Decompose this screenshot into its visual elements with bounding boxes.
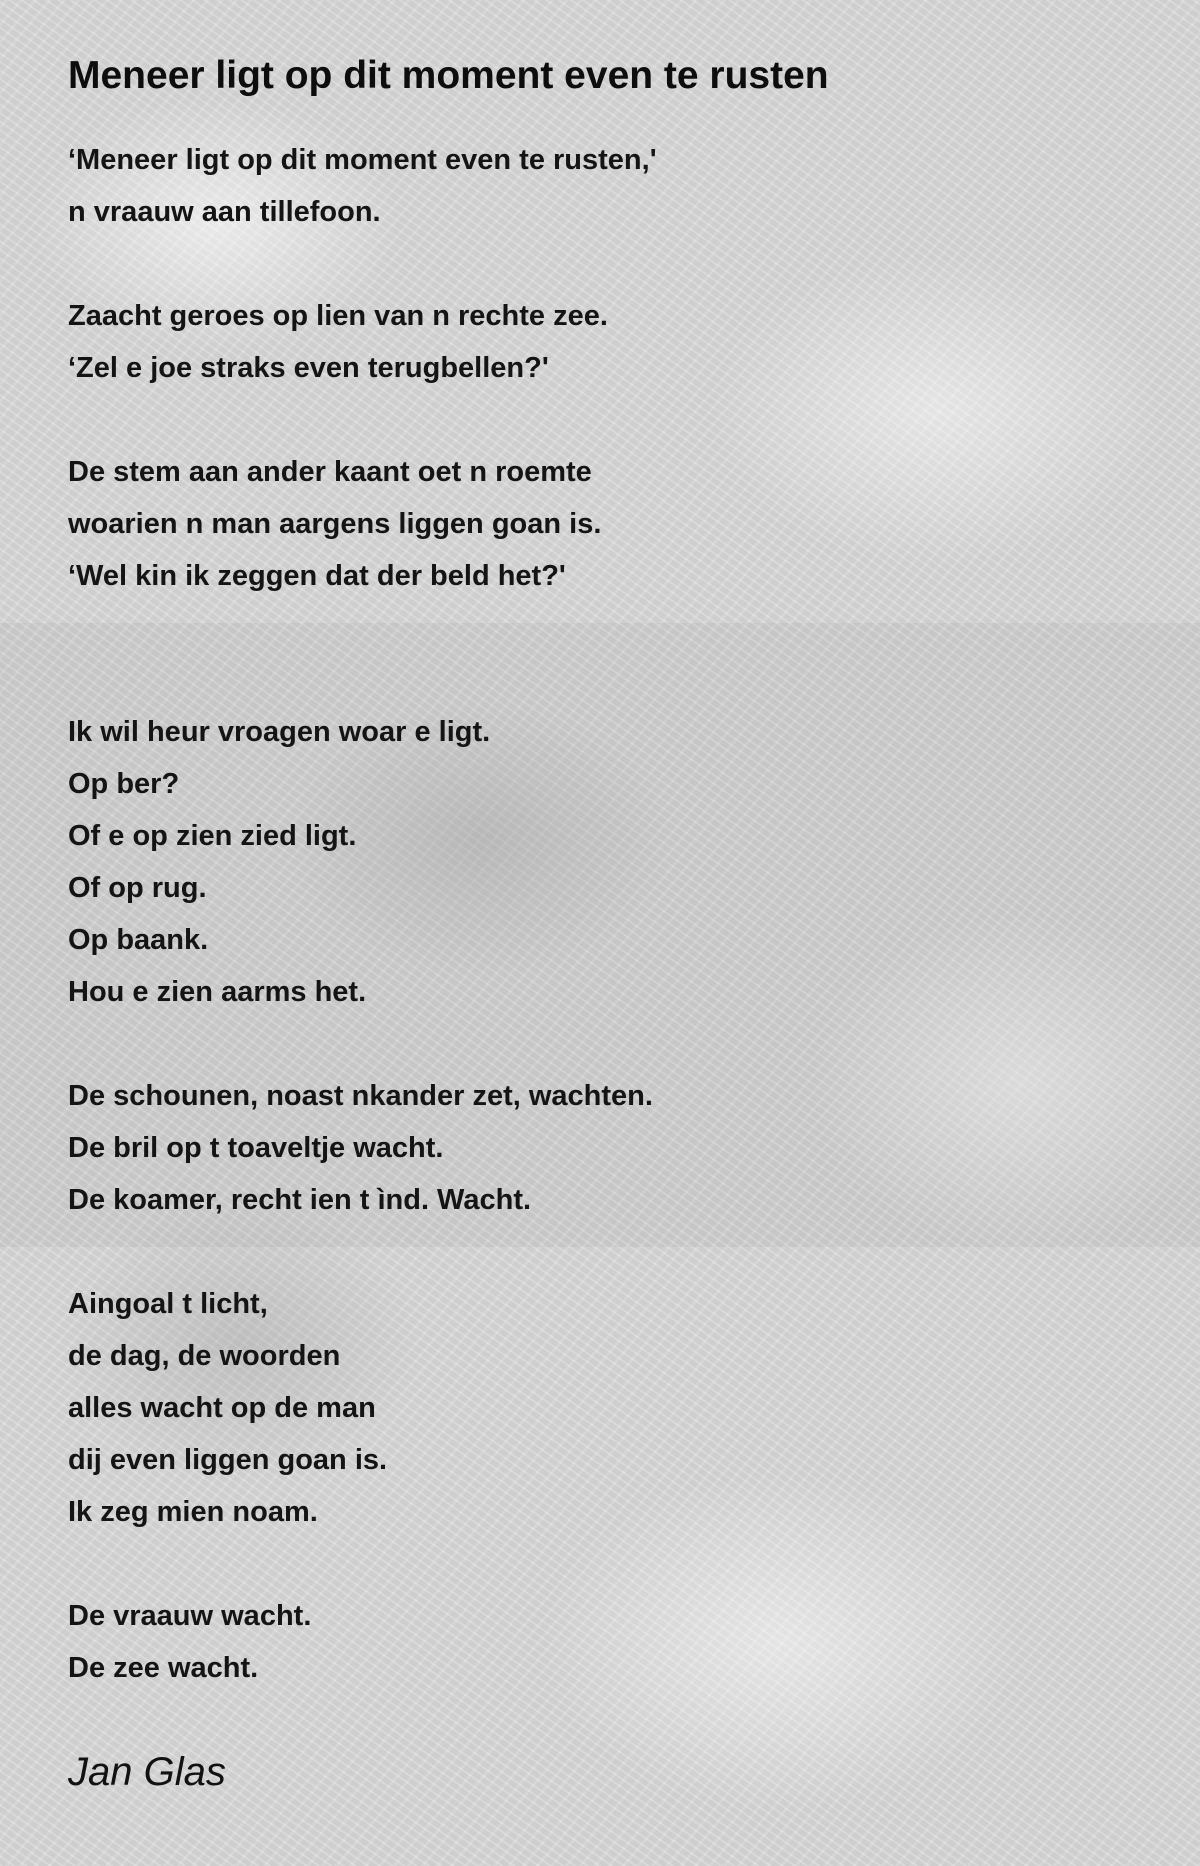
poem-line: De vraauw wacht.: [68, 1600, 312, 1632]
poem-line: Zaacht geroes op lien van n rechte zee.: [68, 300, 608, 332]
poem-line: n vraauw aan tillefoon.: [68, 196, 381, 228]
poem-line: De zee wacht.: [68, 1652, 259, 1684]
poem-line: Op ber?: [68, 768, 180, 800]
poem-line: De koamer, recht ien t ìnd. Wacht.: [68, 1184, 532, 1216]
poem-line: Hou e zien aarms het.: [68, 976, 367, 1008]
poem-line: ‘Wel kin ik zeggen dat der beld het?': [68, 560, 566, 592]
poem-title: Meneer ligt op dit moment even te rusten: [68, 54, 829, 97]
poem-author: Jan Glas: [68, 1750, 226, 1794]
poem-line: Op baank.: [68, 924, 209, 956]
poem-line: Ik zeg mien noam.: [68, 1496, 318, 1528]
poem-line: Of e op zien zied ligt.: [68, 820, 357, 852]
stanza: [68, 1278, 1148, 1538]
poem-line: Of op rug.: [68, 872, 207, 904]
poem-line: ‘Zel e joe straks even terugbellen?': [68, 352, 549, 384]
stanza: [68, 1070, 1148, 1226]
poem-line: Aingoal t licht,: [68, 1288, 268, 1320]
poem-line: alles wacht op de man: [68, 1392, 376, 1424]
poem-line: woarien n man aargens liggen goan is.: [68, 508, 602, 540]
stanza: [68, 134, 1148, 238]
stanza: [68, 446, 1148, 602]
poem: [68, 52, 1148, 1798]
stanza: [68, 290, 1148, 394]
stanza: [68, 706, 1148, 1018]
poem-line: Ik wil heur vroagen woar e ligt.: [68, 716, 491, 748]
poem-line: De stem aan ander kaant oet n roemte: [68, 456, 592, 488]
poem-line: De bril op t toaveltje wacht.: [68, 1132, 444, 1164]
poem-line: ‘Meneer ligt op dit moment even te rusten,': [68, 144, 657, 176]
poem-line: dij even liggen goan is.: [68, 1444, 388, 1476]
poem-line: de dag, de woorden: [68, 1340, 341, 1372]
stanza: [68, 1590, 1148, 1694]
poem-line: De schounen, noast nkander zet, wachten.: [68, 1080, 653, 1112]
